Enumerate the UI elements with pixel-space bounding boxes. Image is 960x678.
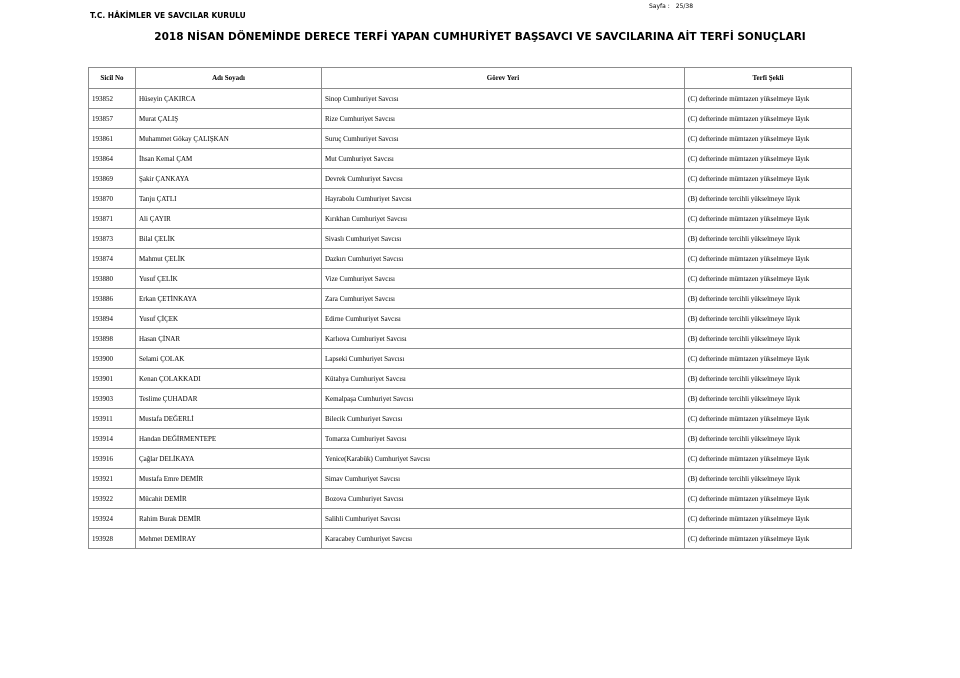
name-cell: Şakir ÇANKAYA	[136, 169, 322, 189]
promotion-type-cell: (C) defterinde mümtazen yükselmeye lâyık	[685, 449, 852, 469]
name-cell: Hasan ÇİNAR	[136, 329, 322, 349]
name-cell: Mücahit DEMİR	[136, 489, 322, 509]
duty-location-cell: Yenice(Karabük) Cumhuriyet Savcısı	[322, 449, 685, 469]
table-row	[89, 169, 852, 189]
sicil-no-cell: 193870	[89, 189, 136, 209]
name-cell: Mehmet DEMİRAY	[136, 529, 322, 549]
promotion-type-cell: (C) defterinde mümtazen yükselmeye lâyık	[685, 89, 852, 109]
duty-location-cell: Suruç Cumhuriyet Savcısı	[322, 129, 685, 149]
promotion-type-cell: (C) defterinde mümtazen yükselmeye lâyık	[685, 169, 852, 189]
sicil-no-cell: 193871	[89, 209, 136, 229]
name-cell: Yusuf ÇİÇEK	[136, 309, 322, 329]
promotion-type-cell: (B) defterinde tercihli yükselmeye lâyık	[685, 389, 852, 409]
sicil-no-cell: 193852	[89, 89, 136, 109]
table-row	[89, 249, 852, 269]
name-cell: Kenan ÇOLAKKADI	[136, 369, 322, 389]
promotion-type-cell: (C) defterinde mümtazen yükselmeye lâyık	[685, 489, 852, 509]
duty-location-cell: Rize Cumhuriyet Savcısı	[322, 109, 685, 129]
duty-location-cell: Karacabey Cumhuriyet Savcısı	[322, 529, 685, 549]
promotion-type-cell: (C) defterinde mümtazen yükselmeye lâyık	[685, 149, 852, 169]
table-header-row	[89, 68, 852, 89]
sicil-no-cell: 193916	[89, 449, 136, 469]
page-label: Sayfa :	[649, 3, 670, 10]
promotion-type-cell: (B) defterinde tercihli yükselmeye lâyık	[685, 369, 852, 389]
table-row	[89, 89, 852, 109]
duty-location-cell: Hayrabolu Cumhuriyet Savcısı	[322, 189, 685, 209]
promotion-type-cell: (B) defterinde tercihli yükselmeye lâyık	[685, 229, 852, 249]
sicil-no-cell: 193924	[89, 509, 136, 529]
name-cell: Rahim Burak DEMİR	[136, 509, 322, 529]
sicil-no-cell: 193880	[89, 269, 136, 289]
duty-location-cell: Sinop Cumhuriyet Savcısı	[322, 89, 685, 109]
column-header-gorev-yeri: Görev Yeri	[322, 68, 685, 89]
name-cell: Muhammet Gökay ÇALIŞKAN	[136, 129, 322, 149]
name-cell: Hüseyin ÇAKIRCA	[136, 89, 322, 109]
duty-location-cell: Lapseki Cumhuriyet Savcısı	[322, 349, 685, 369]
sicil-no-cell: 193901	[89, 369, 136, 389]
name-cell: Erkan ÇETİNKAYA	[136, 289, 322, 309]
duty-location-cell: Sivaslı Cumhuriyet Savcısı	[322, 229, 685, 249]
page-indicator	[649, 3, 699, 10]
table-row	[89, 529, 852, 549]
sicil-no-cell: 193922	[89, 489, 136, 509]
table-row	[89, 449, 852, 469]
name-cell: Mahmut ÇELİK	[136, 249, 322, 269]
table-row	[89, 429, 852, 449]
name-cell: Murat ÇALIŞ	[136, 109, 322, 129]
duty-location-cell: Salihli Cumhuriyet Savcısı	[322, 509, 685, 529]
column-header-adi-soyadi: Adı Soyadı	[136, 68, 322, 89]
promotion-type-cell: (C) defterinde mümtazen yükselmeye lâyık	[685, 249, 852, 269]
duty-location-cell: Dazkırı Cumhuriyet Savcısı	[322, 249, 685, 269]
name-cell: Mustafa DEĞERLİ	[136, 409, 322, 429]
promotion-type-cell: (C) defterinde mümtazen yükselmeye lâyık	[685, 509, 852, 529]
sicil-no-cell: 193874	[89, 249, 136, 269]
sicil-no-cell: 193894	[89, 309, 136, 329]
name-cell: Handan DEĞİRMENTEPE	[136, 429, 322, 449]
sicil-no-cell: 193914	[89, 429, 136, 449]
table-row	[89, 309, 852, 329]
name-cell: Yusuf ÇELİK	[136, 269, 322, 289]
table-row	[89, 109, 852, 129]
promotion-type-cell: (B) defterinde tercihli yükselmeye lâyık	[685, 329, 852, 349]
sicil-no-cell: 193928	[89, 529, 136, 549]
promotion-type-cell: (B) defterinde tercihli yükselmeye lâyık	[685, 309, 852, 329]
sicil-no-cell: 193869	[89, 169, 136, 189]
promotion-type-cell: (C) defterinde mümtazen yükselmeye lâyık	[685, 109, 852, 129]
promotion-type-cell: (B) defterinde tercihli yükselmeye lâyık	[685, 429, 852, 449]
sicil-no-cell: 193873	[89, 229, 136, 249]
table-row	[89, 189, 852, 209]
document-title: 2018 NİSAN DÖNEMİNDE DERECE TERFİ YAPAN CUMHURİYET BAŞSAVCI VE SAVCILARINA AİT TERFİ SONUÇLARI	[154, 31, 806, 43]
promotion-type-cell: (C) defterinde mümtazen yükselmeye lâyık	[685, 209, 852, 229]
table-row	[89, 409, 852, 429]
duty-location-cell: Zara Cumhuriyet Savcısı	[322, 289, 685, 309]
table-row	[89, 269, 852, 289]
table-row	[89, 469, 852, 489]
duty-location-cell: Simav Cumhuriyet Savcısı	[322, 469, 685, 489]
name-cell: İhsan Kemal ÇAM	[136, 149, 322, 169]
sicil-no-cell: 193911	[89, 409, 136, 429]
table-row	[89, 209, 852, 229]
promotion-type-cell: (C) defterinde mümtazen yükselmeye lâyık	[685, 129, 852, 149]
promotion-type-cell: (C) defterinde mümtazen yükselmeye lâyık	[685, 409, 852, 429]
duty-location-cell: Kırıkhan Cumhuriyet Savcısı	[322, 209, 685, 229]
table-row	[89, 349, 852, 369]
duty-location-cell: Bozova Cumhuriyet Savcısı	[322, 489, 685, 509]
sicil-no-cell: 193864	[89, 149, 136, 169]
name-cell: Teslime ÇUHADAR	[136, 389, 322, 409]
promotion-type-cell: (C) defterinde mümtazen yükselmeye lâyık	[685, 349, 852, 369]
table-row	[89, 329, 852, 349]
sicil-no-cell: 193886	[89, 289, 136, 309]
promotion-type-cell: (B) defterinde tercihli yükselmeye lâyık	[685, 469, 852, 489]
sicil-no-cell: 193857	[89, 109, 136, 129]
column-header-terfi-sekli: Terfi Şekli	[685, 68, 852, 89]
promotion-type-cell: (B) defterinde tercihli yükselmeye lâyık	[685, 289, 852, 309]
column-header-sicil-no: Sicil No	[89, 68, 136, 89]
table-row	[89, 369, 852, 389]
duty-location-cell: Karlıova Cumhuriyet Savcısı	[322, 329, 685, 349]
sicil-no-cell: 193898	[89, 329, 136, 349]
duty-location-cell: Kütahya Cumhuriyet Savcısı	[322, 369, 685, 389]
duty-location-cell: Kemalpaşa Cumhuriyet Savcısı	[322, 389, 685, 409]
duty-location-cell: Devrek Cumhuriyet Savcısı	[322, 169, 685, 189]
sicil-no-cell: 193861	[89, 129, 136, 149]
name-cell: Tanju ÇATLI	[136, 189, 322, 209]
sicil-no-cell: 193900	[89, 349, 136, 369]
duty-location-cell: Tomarza Cumhuriyet Savcısı	[322, 429, 685, 449]
table-row	[89, 149, 852, 169]
table-row	[89, 509, 852, 529]
name-cell: Bilal ÇELİK	[136, 229, 322, 249]
table-row	[89, 489, 852, 509]
promotion-type-cell: (C) defterinde mümtazen yükselmeye lâyık	[685, 529, 852, 549]
sicil-no-cell: 193921	[89, 469, 136, 489]
duty-location-cell: Vize Cumhuriyet Savcısı	[322, 269, 685, 289]
duty-location-cell: Mut Cumhuriyet Savcısı	[322, 149, 685, 169]
name-cell: Ali ÇAYIR	[136, 209, 322, 229]
duty-location-cell: Bilecik Cumhuriyet Savcısı	[322, 409, 685, 429]
duty-location-cell: Edirne Cumhuriyet Savcısı	[322, 309, 685, 329]
table-row	[89, 389, 852, 409]
table-row	[89, 129, 852, 149]
page-number: 25/38	[675, 3, 694, 10]
table-row	[89, 229, 852, 249]
promotion-type-cell: (C) defterinde mümtazen yükselmeye lâyık	[685, 269, 852, 289]
promotion-type-cell: (B) defterinde tercihli yükselmeye lâyık	[685, 189, 852, 209]
sicil-no-cell: 193903	[89, 389, 136, 409]
table-row	[89, 289, 852, 309]
results-table	[88, 67, 852, 549]
name-cell: Selami ÇOLAK	[136, 349, 322, 369]
organization-name: T.C. HÂKİMLER VE SAVCILAR KURULU	[90, 11, 246, 20]
name-cell: Mustafa Emre DEMİR	[136, 469, 322, 489]
name-cell: Çağlar DELİKAYA	[136, 449, 322, 469]
